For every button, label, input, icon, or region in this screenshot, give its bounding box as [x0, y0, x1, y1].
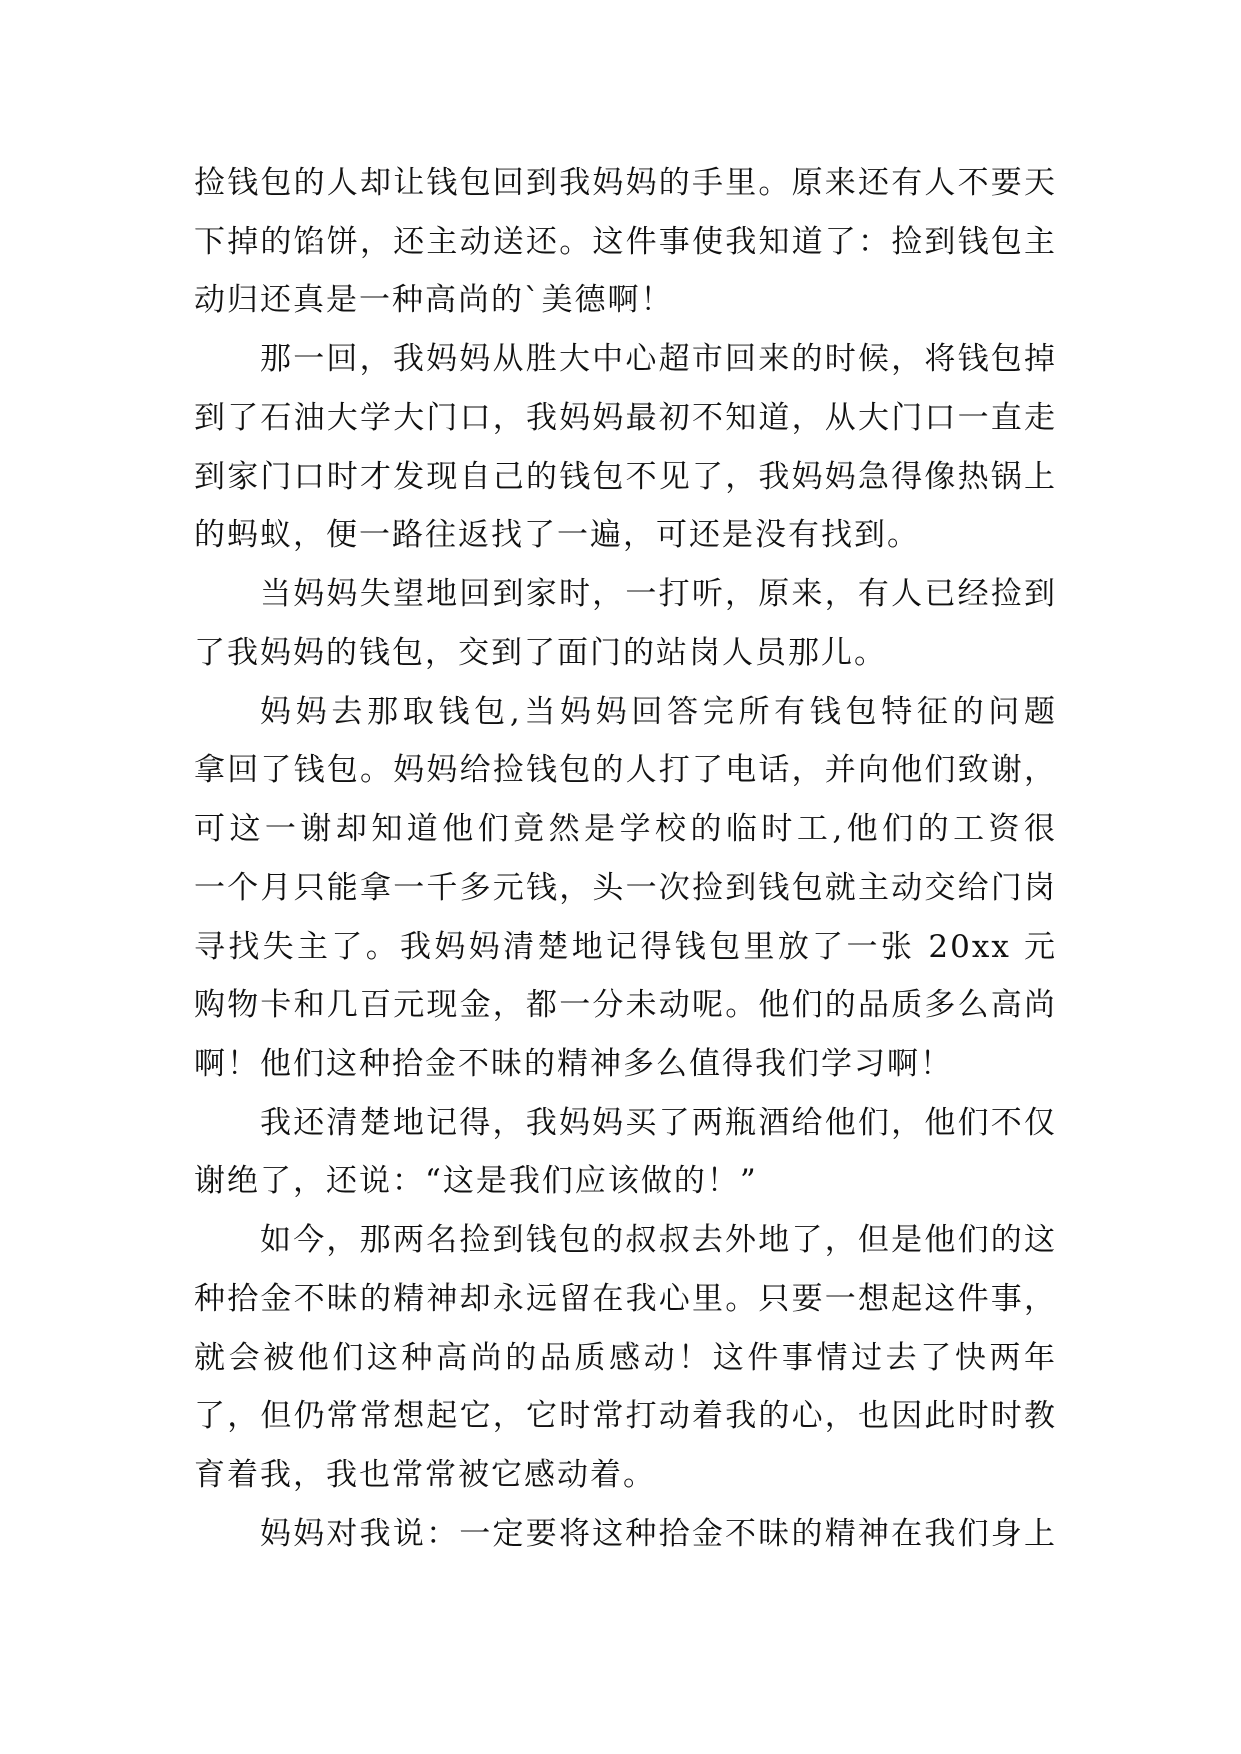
- text-line: 我还清楚地记得，我妈妈买了两瓶酒给他们，他们不仅: [260, 1104, 1057, 1141]
- paragraph: [194, 330, 1057, 565]
- text-line: 如今，那两名捡到钱包的叔叔去外地了，但是他们的这: [260, 1222, 1057, 1259]
- text-line: 一个月只能拿一千多元钱，头一次捡到钱包就主动交给门岗: [194, 869, 1057, 906]
- paragraph: [194, 1505, 1057, 1564]
- text-line: 妈妈对我说：一定要将这种拾金不昧的精神在我们身上: [260, 1515, 1057, 1552]
- text-line: 谢绝了，还说：“这是我们应该做的！”: [194, 1163, 758, 1200]
- paragraph: [194, 565, 1057, 682]
- text-line: 了我妈妈的钱包，交到了面门的站岗人员那儿。: [194, 634, 887, 671]
- text-line: 下掉的馅饼，还主动送还。这件事使我知道了：捡到钱包主: [194, 223, 1057, 260]
- paragraph: [194, 1211, 1057, 1505]
- text-line: 的蚂蚁，便一路往返找了一遍，可还是没有找到。: [194, 517, 920, 554]
- text-line: 了，但仍常常想起它，它时常打动着我的心，也因此时时教: [194, 1398, 1057, 1435]
- text-line: 啊！他们这种拾金不昧的精神多么值得我们学习啊！: [194, 1046, 953, 1083]
- paragraph: [194, 1094, 1057, 1211]
- text-line: 当妈妈失望地回到家时，一打听，原来，有人已经捡到: [260, 576, 1057, 613]
- text-line: 拿回了钱包。妈妈给捡钱包的人打了电话，并向他们致谢，: [194, 752, 1057, 789]
- text-line: 那一回，我妈妈从胜大中心超市回来的时候，将钱包掉: [260, 341, 1057, 378]
- text-line: 到了石油大学大门口，我妈妈最初不知道，从大门口一直走: [194, 399, 1057, 436]
- document-body: [194, 154, 1057, 1564]
- text-line: 妈妈去那取钱包,当妈妈回答完所有钱包特征的问题: [260, 693, 1057, 730]
- text-line: 就会被他们这种高尚的品质感动！这件事情过去了快两年: [194, 1339, 1057, 1376]
- text-line: 动归还真是一种高尚的`美德啊！: [194, 282, 674, 319]
- text-line: 种拾金不昧的精神却永远留在我心里。只要一想起这件事，: [194, 1280, 1057, 1317]
- text-line: 购物卡和几百元现金，都一分未动呢。他们的品质多么高尚: [194, 987, 1057, 1024]
- text-line: 寻找失主了。我妈妈清楚地记得钱包里放了一张 20xx 元: [194, 928, 1057, 965]
- text-line: 到家门口时才发现自己的钱包不见了，我妈妈急得像热锅上: [194, 458, 1057, 495]
- paragraph: [194, 683, 1057, 1094]
- text-line: 可这一谢却知道他们竟然是学校的临时工,他们的工资很: [194, 811, 1057, 848]
- paragraph: [194, 154, 1057, 330]
- text-line: 捡钱包的人却让钱包回到我妈妈的手里。原来还有人不要天: [194, 165, 1057, 201]
- text-line: 育着我，我也常常被它感动着。: [194, 1457, 656, 1494]
